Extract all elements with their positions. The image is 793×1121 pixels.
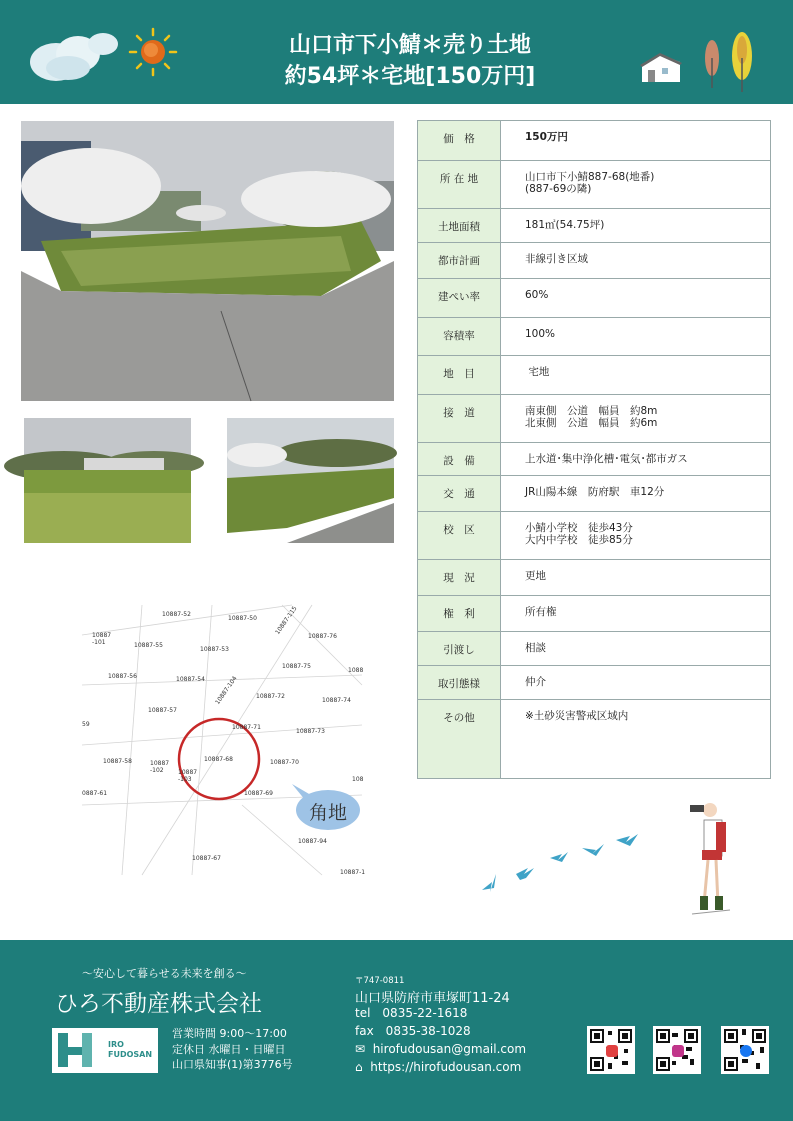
info-label: 取引態様 bbox=[418, 666, 501, 700]
info-label: 土地面積 bbox=[418, 209, 501, 243]
parcel-label: 10887-75 bbox=[282, 663, 311, 670]
company-slogan: ～安心して暮らせる未来を創る～ bbox=[82, 967, 247, 980]
parcel-label: 10887-69 bbox=[244, 790, 273, 797]
info-row bbox=[418, 161, 771, 209]
info-value: 宅地 bbox=[501, 356, 771, 395]
parcel-label: 10887-94 bbox=[298, 838, 327, 845]
info-value: 150万円 bbox=[501, 121, 771, 161]
info-label: 所 在 地 bbox=[418, 161, 501, 209]
info-row bbox=[418, 443, 771, 476]
postal-code: 〒747-0811 bbox=[355, 976, 405, 986]
info-row bbox=[418, 243, 771, 279]
info-label: 建ぺい率 bbox=[418, 279, 501, 318]
info-value: 仲介 bbox=[501, 666, 771, 700]
home-icon: ⌂ bbox=[355, 1060, 363, 1074]
info-row bbox=[418, 512, 771, 560]
qr-code-instagram[interactable] bbox=[653, 1026, 701, 1074]
property-info-table bbox=[417, 120, 771, 779]
business-info bbox=[172, 1026, 293, 1073]
info-label: 現 況 bbox=[418, 560, 501, 596]
land-photo-3 bbox=[227, 418, 394, 543]
info-value: 更地 bbox=[501, 560, 771, 596]
person-illustration bbox=[682, 800, 732, 918]
info-value: ※土砂災害警戒区域内 bbox=[501, 700, 771, 779]
info-row bbox=[418, 318, 771, 356]
logo-text-2: FUDOSAN bbox=[108, 1050, 153, 1059]
parcel-label: 10887-53 bbox=[200, 646, 229, 653]
header-banner bbox=[0, 0, 793, 104]
parcel-label: 10887 -103 bbox=[178, 769, 198, 783]
cloud-icon bbox=[28, 28, 123, 83]
land-photo-2 bbox=[24, 418, 191, 543]
parcel-label: 10887-55 bbox=[134, 642, 163, 649]
info-row bbox=[418, 632, 771, 666]
info-label: 地 目 bbox=[418, 356, 501, 395]
parcel-label: 10887-58 bbox=[103, 758, 132, 765]
trees-icon bbox=[698, 28, 760, 94]
info-value: 南東側 公道 幅員 約8m 北東側 公道 幅員 約6m bbox=[501, 395, 771, 443]
parcel-label: 10887-56 bbox=[108, 673, 137, 680]
info-value: JR山陽本線 防府駅 車12分 bbox=[501, 476, 771, 512]
birds-illustration bbox=[474, 830, 644, 900]
parcel-label: 10887-71 bbox=[232, 724, 261, 731]
info-row bbox=[418, 395, 771, 443]
parcel-label: 10887-50 bbox=[228, 615, 257, 622]
parcel-label: 10887-104 bbox=[214, 675, 239, 706]
info-value: 100% bbox=[501, 318, 771, 356]
corner-lot-label: 角地 bbox=[308, 802, 347, 824]
info-value: 非線引き区域 bbox=[501, 243, 771, 279]
info-row bbox=[418, 356, 771, 395]
company-name: ひろ不動産株式会社 bbox=[55, 991, 262, 1017]
parcel-label: 10887-115 bbox=[274, 605, 299, 636]
parcel-label: 59 bbox=[82, 721, 90, 728]
fax: fax 0835-38-1028 bbox=[355, 1024, 471, 1038]
qr-code-home[interactable] bbox=[587, 1026, 635, 1074]
instagram-icon bbox=[672, 1045, 684, 1057]
info-value: 60% bbox=[501, 279, 771, 318]
parcel-label: 10887-76 bbox=[308, 633, 337, 640]
parcel-label: 108 bbox=[352, 776, 364, 783]
business-hours: 営業時間 9:00～17:00 bbox=[172, 1027, 287, 1040]
info-value: 相談 bbox=[501, 632, 771, 666]
info-label: 引渡し bbox=[418, 632, 501, 666]
info-label: 都市計画 bbox=[418, 243, 501, 279]
parcel-label: 10887-1 bbox=[340, 869, 366, 876]
logo-h-icon bbox=[56, 1031, 94, 1069]
contact-block bbox=[355, 1004, 526, 1076]
holidays: 定休日 水曜日・日曜日 bbox=[172, 1042, 286, 1056]
parcel-label: 10887-52 bbox=[162, 611, 191, 618]
license-number: 山口県知事(1)第3776号 bbox=[172, 1058, 293, 1071]
info-label: 権 利 bbox=[418, 596, 501, 632]
info-label: 交 通 bbox=[418, 476, 501, 512]
info-value: 上水道･集中浄化槽･電気･都市ガス bbox=[501, 443, 771, 476]
parcel-label: 10887 -101 bbox=[92, 632, 112, 646]
email-link[interactable]: hirofudousan@gmail.com bbox=[372, 1042, 527, 1056]
info-row bbox=[418, 666, 771, 700]
mail-icon: ✉ bbox=[355, 1042, 366, 1056]
parcel-label: 0887-61 bbox=[82, 790, 108, 797]
info-label: 校 区 bbox=[418, 512, 501, 560]
info-row bbox=[418, 560, 771, 596]
parcel-label: 10887-73 bbox=[296, 728, 325, 735]
info-value: 小鯖小学校 徒歩43分 大内中学校 徒歩85分 bbox=[501, 512, 771, 560]
info-row bbox=[418, 476, 771, 512]
parcel-label: 10887 -102 bbox=[150, 760, 170, 774]
info-value: 所有権 bbox=[501, 596, 771, 632]
qr-code-facebook[interactable] bbox=[721, 1026, 769, 1074]
parcel-label: 10887-74 bbox=[322, 697, 351, 704]
footer bbox=[0, 940, 793, 1121]
parcel-label: 10887-54 bbox=[176, 676, 205, 683]
house-icon bbox=[636, 50, 686, 85]
info-label: 設 備 bbox=[418, 443, 501, 476]
info-label: 価 格 bbox=[418, 121, 501, 161]
parcel-label: 10887-68 bbox=[204, 756, 233, 763]
website-link[interactable]: https://hirofudousan.com bbox=[370, 1060, 522, 1074]
title-line-2: 約54坪＊宅地[150万円] bbox=[284, 64, 536, 89]
info-label: その他 bbox=[418, 700, 501, 779]
parcel-label: 10887-67 bbox=[192, 855, 221, 862]
address: 山口県防府市車塚町11-24 bbox=[355, 991, 510, 1006]
parcel-label: 10887-70 bbox=[270, 759, 299, 766]
parcel-label: 1088 bbox=[348, 667, 364, 674]
parcel-label: 10887-72 bbox=[256, 693, 285, 700]
info-row bbox=[418, 279, 771, 318]
info-row bbox=[418, 121, 771, 161]
home-badge-icon bbox=[606, 1045, 618, 1057]
info-row bbox=[418, 700, 771, 779]
main-land-photo bbox=[21, 121, 394, 401]
facebook-icon bbox=[740, 1045, 752, 1057]
tel: tel 0835-22-1618 bbox=[355, 1006, 468, 1020]
info-label: 接 道 bbox=[418, 395, 501, 443]
info-row bbox=[418, 209, 771, 243]
info-value: 181㎡(54.75坪) bbox=[501, 209, 771, 243]
logo-text-1: IRO bbox=[108, 1040, 124, 1049]
info-value: 山口市下小鯖887-68(地番) (887-69の隣) bbox=[501, 161, 771, 209]
parcel-map bbox=[82, 605, 366, 876]
page-title bbox=[210, 30, 610, 92]
info-row bbox=[418, 596, 771, 632]
title-line-1: 山口市下小鯖＊売り土地 bbox=[288, 33, 531, 58]
info-label: 容積率 bbox=[418, 318, 501, 356]
parcel-label: 10887-57 bbox=[148, 707, 177, 714]
company-logo bbox=[52, 1028, 158, 1073]
sun-icon bbox=[125, 25, 180, 80]
